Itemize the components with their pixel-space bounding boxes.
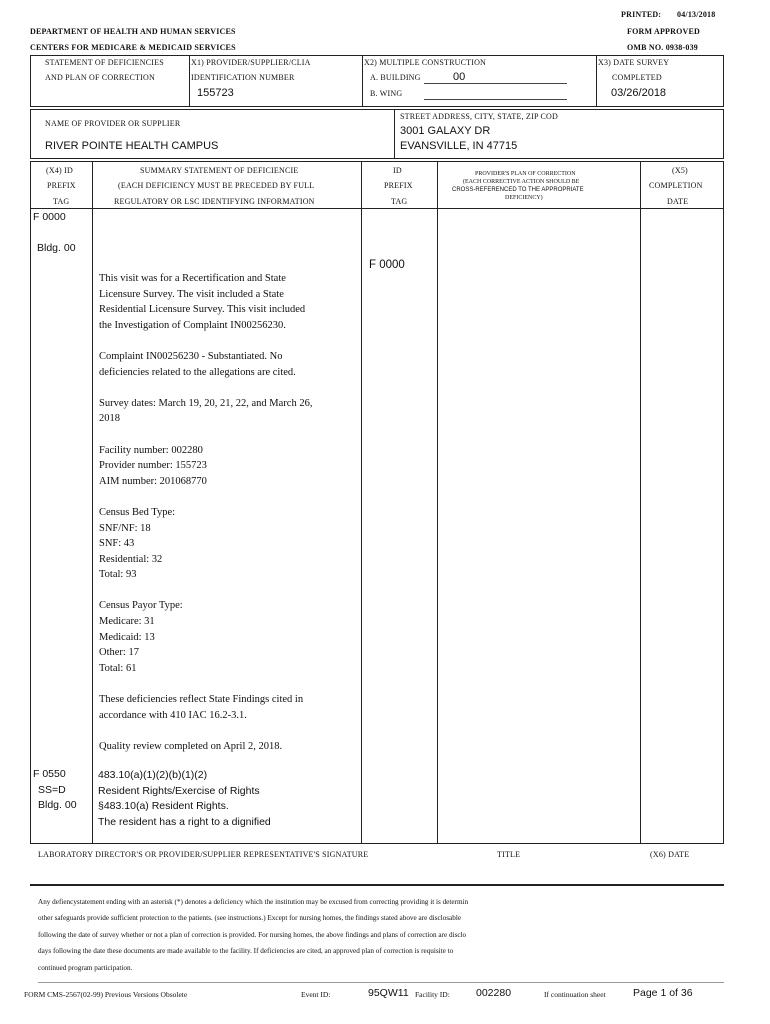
summary-line: Residential: 32 [99,553,163,565]
x4-prefix-header: PREFIX [47,181,76,190]
event-id-value: 95QW11 [368,987,409,999]
summary-line: Other: 17 [99,647,139,659]
signature-label: LABORATORY DIRECTOR'S OR PROVIDER/SUPPLIER REPRESENTATIVE'S SIGNATURE [38,850,369,859]
statement-label-2: AND PLAN OF CORRECTION [45,73,155,82]
address-line-2: EVANSVILLE, IN 47715 [400,140,518,152]
f0550-text [98,768,271,830]
disclaimer-line: continued program participation. [38,963,133,972]
summary-line: Medicare: 31 [99,616,155,628]
summary-paragraph [99,349,312,380]
summary-line: Medicaid: 13 [99,631,155,643]
omb-number: OMB NO. 0938-039 [627,43,698,52]
provider-id-value: 155723 [197,87,234,99]
printed-date: 04/13/2018 [677,10,716,19]
f0550-line: Resident Rights/Exercise of Rights [98,784,260,797]
x6-date-label: (X6) DATE [650,850,690,859]
summary-paragraph [99,505,312,583]
summary-line: These deficiencies reflect State Findings cited in [99,694,304,706]
x3-sublabel: COMPLETED [612,73,662,82]
summary-line: SNF: 43 [99,538,135,550]
wing-underline [424,99,567,100]
summary-line: SNF/NF: 18 [99,522,151,534]
title-label: TITLE [497,850,521,859]
summary-paragraph [99,443,312,490]
disclaimer-line: other safeguards provide sufficient protection to the patients. (see instructions.) Except for nursing homes, the findings stated above are disclosable [38,914,462,923]
summary-line: Total: 61 [99,662,137,674]
tag-f0550: F 0550 [33,768,66,780]
statement-label-1: STATEMENT OF DEFICIENCIES [45,58,164,67]
plan-header: PROVIDER'S PLAN OF CORRECTION [475,171,576,177]
summary-line: the Investigation of Complaint IN00256230. [99,319,286,331]
f0550-line: The resident has a right to a dignified [98,815,271,828]
address-label: STREET ADDRESS, CITY, STATE, ZIP COD [400,112,558,121]
summary-line: Quality review completed on April 2, 2018. [99,740,283,752]
id-tag-header: TAG [391,197,408,206]
f0550-line: 483.10(a)(1)(2)(b)(1)(2) [98,769,208,781]
building-f0550: Bldg. 00 [38,799,77,811]
facility-id-value: 002280 [476,987,512,999]
facility-id-label: Facility ID: [415,990,450,999]
form-approved-label: FORM APPROVED [627,27,701,36]
x2-label: X2) MULTIPLE CONSTRUCTION [364,58,487,67]
continuation-label: If continuation sheet [544,990,606,999]
x4-id-header: (X4) ID [46,166,73,175]
x1-label: X1) PROVIDER/SUPPLIER/CLIA [191,58,311,67]
summary-line: deficiencies related to the allegations are cited. [99,366,296,378]
x4-tag-header: TAG [53,197,70,206]
survey-date-value: 03/26/2018 [611,87,667,99]
summary-line: Census Payor Type: [99,600,183,612]
disclaimer-line: days following the date these documents are made available to the facility. If deficiencies are cited, an approved plan of correction is requisite to [38,947,454,956]
x3-label: X3) DATE SURVEY [598,58,670,67]
building-underline [424,83,567,84]
id-header: ID [393,166,402,175]
summary-paragraph [99,271,312,333]
summary-line: 2018 [99,413,120,425]
summary-subheader-1: (EACH DEFICIENCY MUST BE PRECEDED BY FULL [118,181,315,190]
summary-line: accordance with 410 IAC 16.2-3.1. [99,709,247,721]
page-number: Page 1 of 36 [633,987,693,999]
completion-header: COMPLETION [649,181,703,190]
summary-line: Residential Licensure Survey. This visit included [99,304,306,316]
event-id-label: Event ID: [301,990,331,999]
summary-line: Facility number: 002280 [99,444,203,456]
centers-heading: CENTERS FOR MEDICARE & MEDICAID SERVICES [30,43,236,52]
disclaimer-text [38,894,468,976]
summary-line: AIM number: 201068770 [99,475,207,487]
department-heading: DEPARTMENT OF HEALTH AND HUMAN SERVICES [30,27,236,36]
summary-line: Total: 93 [99,569,137,581]
tag-f0000: F 0000 [33,211,66,223]
summary-narrative [99,271,312,770]
provider-name-label: NAME OF PROVIDER OR SUPPLIER [45,119,181,128]
summary-subheader-2: REGULATORY OR LSC IDENTIFYING INFORMATION [114,197,315,206]
building-label: A. BUILDING [370,73,421,82]
plan-subheader-3: DEFICIENCY) [505,195,543,201]
x1-sublabel: IDENTIFICATION NUMBER [191,73,295,82]
scope-severity: SS=D [38,784,66,796]
printed-label: PRINTED: [621,10,662,19]
summary-paragraph [99,739,312,755]
x5-header: (X5) [672,166,688,175]
address-line-1: 3001 GALAXY DR [400,125,491,137]
disclaimer-line: following the date of survey whether or not a plan of correction is provided. For nursing homes, the above findings and plans of correction are disclo [38,930,467,939]
summary-header: SUMMARY STATEMENT OF DEFICIENCIE [140,166,299,175]
building-f0000: Bldg. 00 [37,242,76,254]
id-prefix-header: PREFIX [384,181,413,190]
plan-subheader-1: (EACH CORRECTIVE ACTION SHOULD BE [463,179,580,185]
summary-line: Licensure Survey. The visit included a State [99,288,284,300]
summary-line: Complaint IN00256230 - Substantiated. No [99,350,283,362]
provider-name-value: RIVER POINTE HEALTH CAMPUS [45,140,219,152]
tag-f0000-correction: F 0000 [369,259,405,271]
date-header: DATE [667,197,689,206]
summary-line: Provider number: 155723 [99,460,207,472]
footer-divider [38,982,724,983]
summary-line: Survey dates: March 19, 20, 21, 22, and March 26, [99,397,313,409]
form-number: FORM CMS-2567(02-99) Previous Versions Obsolete [24,990,188,999]
wing-label: B. WING [370,89,403,98]
summary-line: This visit was for a Recertification and State [99,273,286,284]
summary-paragraph [99,598,312,676]
summary-line: Census Bed Type: [99,506,176,518]
building-value: 00 [453,71,466,83]
summary-paragraph [99,692,312,723]
disclaimer-line: Any defiencystatement ending with an asterisk (*) denotes a deficiency which the institution may be excused from correcting providing it is determin [38,898,469,906]
summary-paragraph [99,396,312,427]
f0550-line: §483.10(a) Resident Rights. [98,800,229,813]
plan-subheader-2: CROSS-REFERENCED TO THE APPROPRIATE [452,187,584,193]
